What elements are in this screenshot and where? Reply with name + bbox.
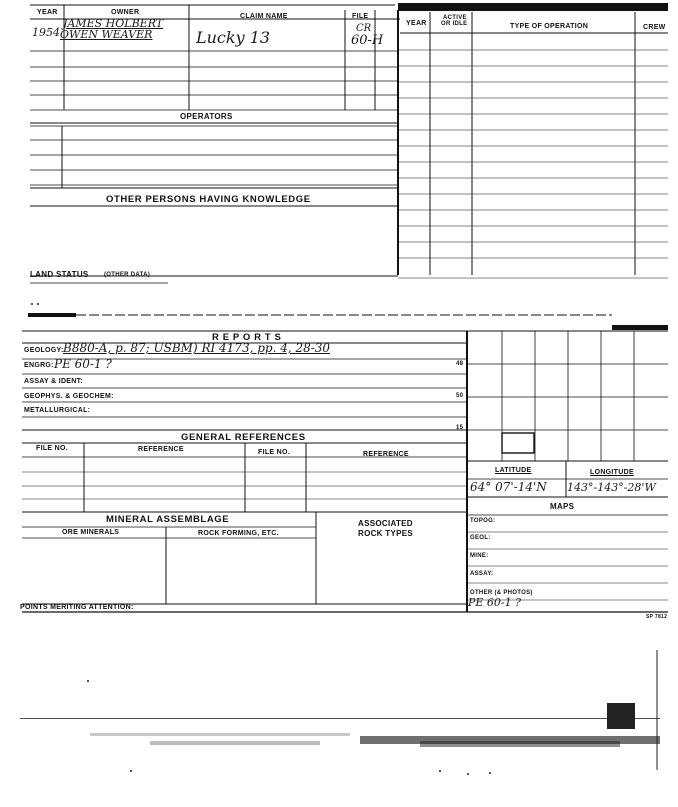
entry-owner-1: JAMES HOLBERT xyxy=(63,17,164,30)
associated-rock-types-header-1: ASSOCIATED xyxy=(358,519,413,528)
other-persons-heading: OTHER PERSONS HAVING KNOWLEDGE xyxy=(106,194,311,205)
row-number-50: 50 xyxy=(456,393,464,399)
land-status-sub: (OTHER DATA) xyxy=(104,272,151,278)
entry-claim-name: Lucky 13 xyxy=(196,28,271,47)
maps-other-value: PE 60-1 ? xyxy=(468,596,522,609)
col-year2-header: YEAR xyxy=(406,20,427,27)
land-status-heading: LAND STATUS xyxy=(30,270,89,279)
geology-value: B880-A, p. 87; USBM) RI 4173, pp. 4, 28-30 xyxy=(63,341,331,355)
col-file-header: FILE xyxy=(352,13,369,20)
geology-label: GEOLOGY: xyxy=(24,347,64,354)
longitude-value: 143°-143°-28'W xyxy=(567,481,656,494)
maps-assay-label: ASSAY: xyxy=(470,571,494,577)
reports-heading: R E P O R T S xyxy=(212,332,282,343)
metallurgical-label: METALLURGICAL: xyxy=(24,407,91,414)
ref-col-file-no-2: FILE NO. xyxy=(258,449,290,456)
col-type-header: TYPE OF OPERATION xyxy=(510,23,589,30)
engrg-label: ENGRG: xyxy=(24,362,54,369)
associated-rock-types-header-2: ROCK TYPES xyxy=(358,529,414,538)
entry-file-2: 60-H xyxy=(351,33,384,48)
points-meriting-attention-label: POINTS MERITING ATTENTION: xyxy=(20,604,134,611)
maps-geol-label: GEOL: xyxy=(470,535,491,541)
row-number-48: 48 xyxy=(456,361,464,367)
col-crew-header: CREW xyxy=(643,24,666,31)
entry-year: 1954 xyxy=(32,26,60,39)
maps-topog-label: TOPOG: xyxy=(470,518,496,524)
col-active2-header: OR IDLE xyxy=(441,21,468,27)
assay-ident-label: ASSAY & IDENT: xyxy=(24,378,84,385)
rock-forming-header: ROCK FORMING, ETC. xyxy=(198,530,279,537)
longitude-label: LONGITUDE xyxy=(590,469,634,476)
entry-file-1: CR xyxy=(356,23,372,34)
operators-heading: OPERATORS xyxy=(180,112,233,121)
maps-heading: MAPS xyxy=(550,502,575,511)
geophys-label: GEOPHYS. & GEOCHEM: xyxy=(24,393,114,400)
latitude-label: LATITUDE xyxy=(495,467,532,474)
col-claim-name-header: CLAIM NAME xyxy=(240,13,288,20)
mineral-assemblage-heading: MINERAL ASSEMBLAGE xyxy=(106,514,230,525)
col-active-header: ACTIVE xyxy=(443,15,467,21)
row-number-15: 15 xyxy=(456,425,464,431)
general-references-heading: GENERAL REFERENCES xyxy=(181,432,306,443)
latitude-value: 64° 07'-14'N xyxy=(470,480,547,494)
ref-col-reference: REFERENCE xyxy=(138,446,184,453)
entry-owner-2: OWEN WEAVER xyxy=(60,28,153,41)
col-year-header: YEAR xyxy=(37,9,58,16)
form-code: SP 7812 xyxy=(646,614,668,620)
ore-minerals-header: ORE MINERALS xyxy=(62,529,120,536)
maps-other-label: OTHER (& PHOTOS) xyxy=(470,590,533,596)
ref-col-file-no: FILE NO. xyxy=(36,445,68,452)
col-owner-header: OWNER xyxy=(111,9,140,16)
engrg-value: PE 60-1 ? xyxy=(54,357,112,371)
ref-col-reference-2: REFERENCE xyxy=(363,451,409,458)
maps-mine-label: MINE: xyxy=(470,553,489,559)
